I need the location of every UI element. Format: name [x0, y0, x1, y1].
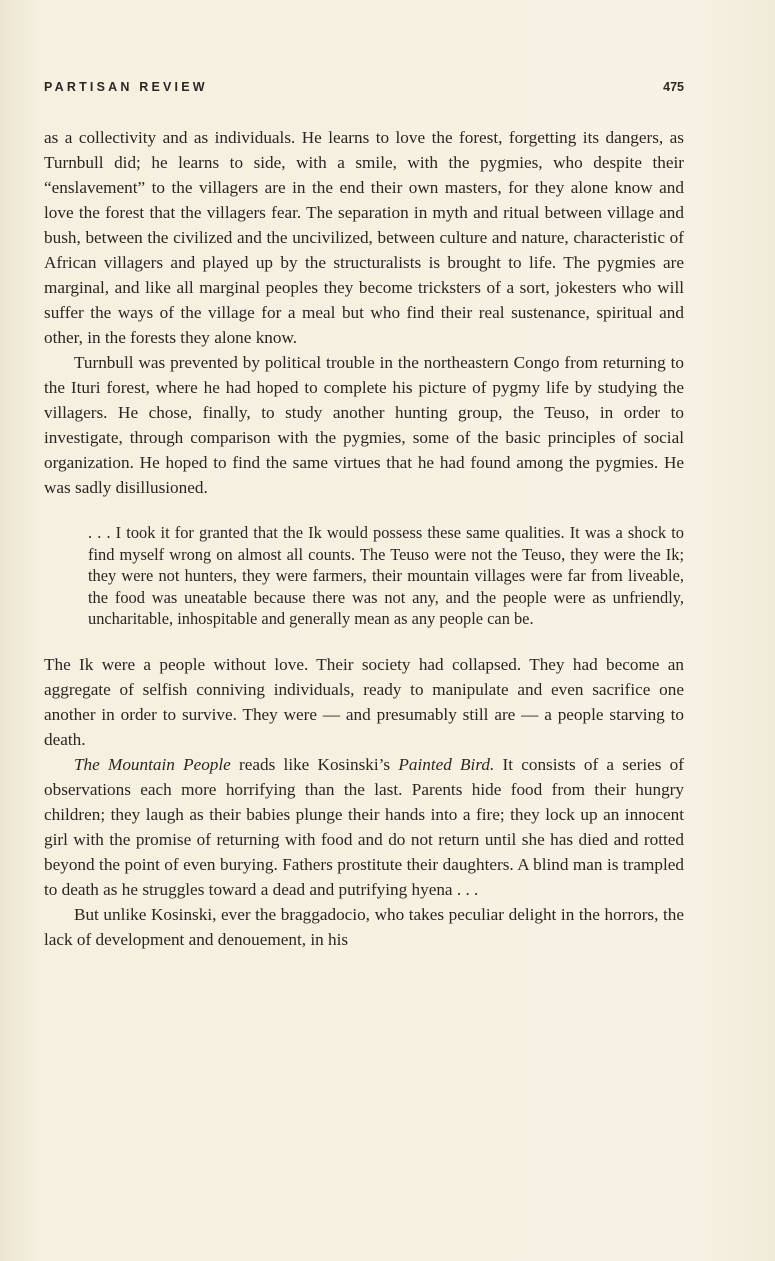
paragraph-4-text-b: It consists of a series of observations each more horrifying than the last. Parents hide food from their hungry children; they laugh as their babies plunge their hands into a fire; they lock up an innocent girl with the promise of returning with food and do not return until she has died and rotted beyond the point of even burying. Fathers prostitute their daughters. A blind man is trampled to death as he struggles toward a dead and putrifying hyena . . . — [44, 754, 684, 899]
book-title-painted-bird: Painted Bird. — [398, 754, 495, 774]
paragraph-4 — [44, 752, 684, 902]
page-number: 475 — [663, 80, 684, 94]
paragraph-4-text-a: reads like Kosinski’s — [230, 754, 399, 774]
paragraph-2: Turnbull was prevented by political trouble in the northeastern Congo from returning to the Ituri forest, where he had hoped to complete his picture of pygmy life by studying the villagers. He chose, finally, to study another hunting group, the Teuso, in order to investigate, through comparison with the pygmies, some of the basic principles of social organization. He hoped to find the same virtues that he had found among the pygmies. He was sadly disillusioned. — [44, 353, 684, 497]
body-text — [44, 125, 684, 952]
paragraph-1: as a collectivity and as individuals. He learns to love the forest, forgetting its dangers, as Turnbull did; he learns to side, with a smile, with the pygmies, who despite their “enslavement” to the villagers are in the end their own masters, for they alone know and love the forest that the villagers fear. The separation in myth and ritual between village and bush, between the civilized and the uncivilized, between culture and nature, characteristic of African villagers and played up by the structuralists is brought to life. The pygmies are marginal, and like all marginal peoples they become tricksters of a sort, jokesters who will suffer the ways of the village for a meal but who find their real sustenance, spiritual and other, in the forests they alone know. — [44, 128, 684, 347]
paragraph-3: The Ik were a people without love. Their society had collapsed. They had become an aggregate of selfish conniving individuals, ready to manipulate and even sacrifice one another in order to survive. They were — and presumably still are — a people starving to death. — [44, 654, 684, 749]
block-quote: . . . I took it for granted that the Ik would possess these same qualities. It was a shock to find myself wrong on almost all counts. The Teuso were not the Teuso, they were the Ik; they were not hunters, they were farmers, their mountain villages were far from liveable, the food was uneatable because there was not any, and the people were as unfriendly, uncharitable, inhospitable and generally mean as any people can be. — [88, 523, 684, 628]
page-header — [44, 80, 684, 100]
paragraph-5: But unlike Kosinski, ever the braggadocio, who takes peculiar delight in the horrors, the lack of development and denouement, in his — [44, 904, 684, 949]
book-title-mountain-people: The Mountain People — [74, 754, 231, 774]
running-head: PARTISAN REVIEW — [44, 80, 208, 94]
